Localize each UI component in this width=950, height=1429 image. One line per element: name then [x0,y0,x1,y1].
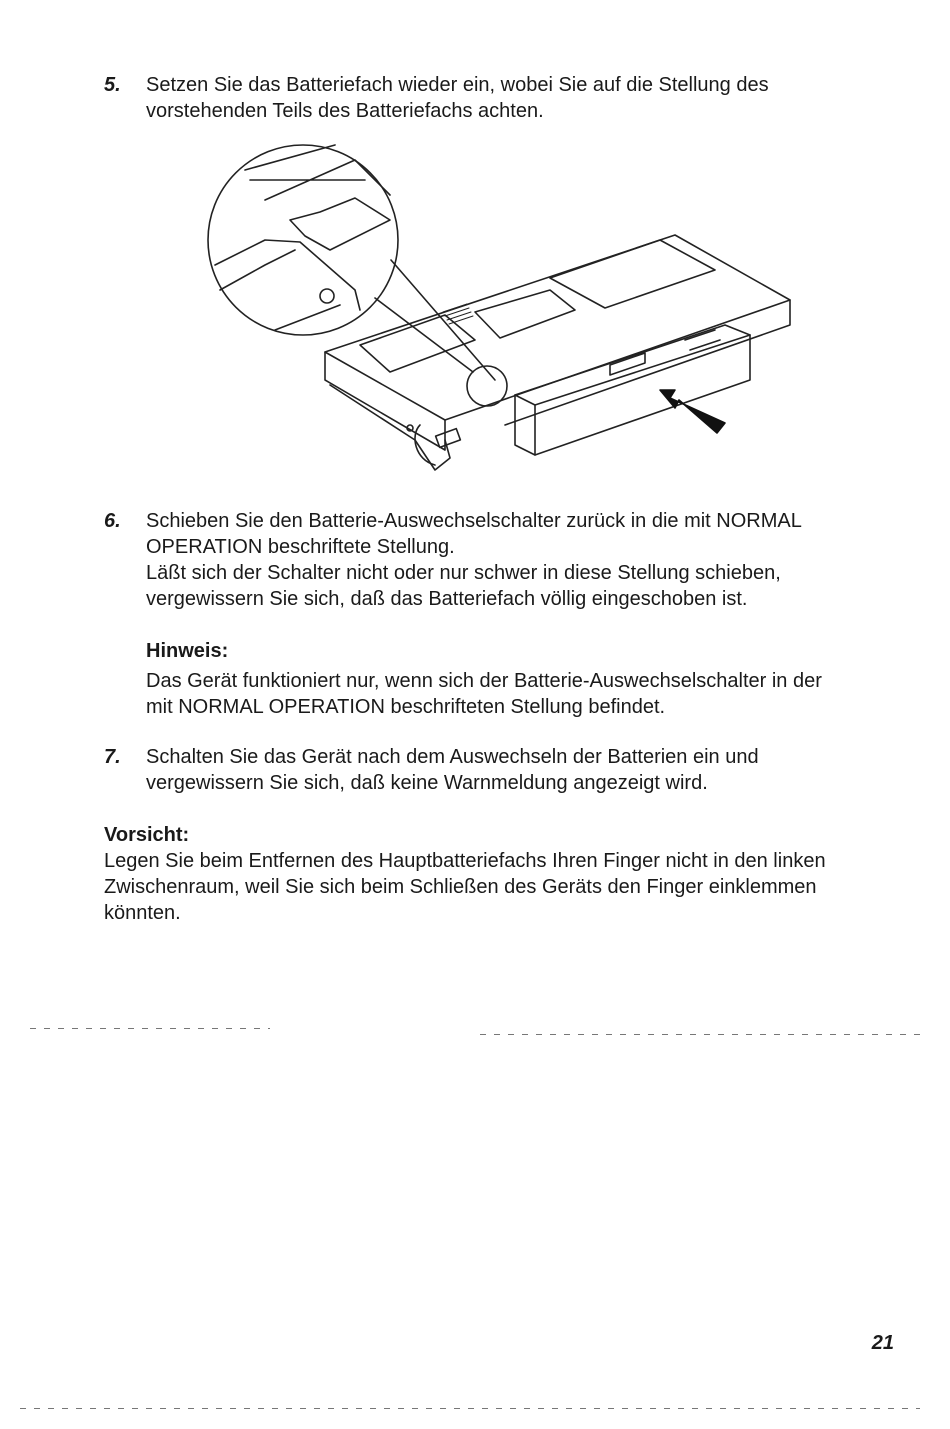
battery-compartment-illustration [205,140,805,485]
caution-line-1: Legen Sie beim Entfernen des Hauptbatteriefachs Ihren Finger nicht in den linken [104,850,826,872]
caution-line-3: könnten. [104,902,181,924]
bottom-panel-right [550,240,715,308]
insert-arrow-icon [660,390,725,433]
scan-artifact-line [480,1034,920,1035]
note-heading: Hinweis: [146,640,229,662]
magnifier-detail-top [245,145,390,200]
step-5-line-2: vorstehenden Teils des Batteriefachs achten. [146,100,544,122]
caution-heading: Vorsicht: [104,824,190,846]
step-7-number: 7. [104,746,121,768]
step-6-text [146,508,896,612]
step-6-line-3: Läßt sich der Schalter nicht oder nur schwer in diese Stellung schieben, [146,562,781,584]
computer-base-front [330,385,450,470]
page-number: 21 [871,1332,894,1354]
step-7-text [146,744,896,796]
computer-right-side [505,300,790,425]
step-5-line-1: Setzen Sie das Batteriefach wieder ein, wobei Sie auf die Stellung des [146,74,769,96]
step-6-line-1: Schieben Sie den Batterie-Auswechselschalter zurück in die mit NORMAL [146,510,802,532]
step-7-line-2: vergewissern Sie sich, daß keine Warnmeldung angezeigt wird. [146,772,708,794]
step-6-line-4: vergewissern Sie sich, daß das Batteriefach völlig eingeschoben ist. [146,588,748,610]
battery-compartment [515,325,750,455]
magnifier-detail-tab [290,198,390,250]
step-6-number: 6. [104,510,121,532]
callout-line-2 [391,260,495,380]
step-7-line-1: Schalten Sie das Gerät nach dem Auswechseln der Batterien ein und [146,746,759,768]
step-5-number: 5. [104,74,121,96]
battery-compartment-edge [515,335,750,405]
port-rectangle [436,429,461,448]
note-line-2: mit NORMAL OPERATION beschrifteten Stellung befindet. [146,696,666,718]
magnifier-detail-edge [215,240,360,330]
bottom-panel-left [360,315,475,372]
vent-grille [443,304,473,324]
step-5-text [146,72,896,124]
scan-artifact-line [30,1028,270,1029]
note-line-1: Das Gerät funktioniert nur, wenn sich der Batterie-Auswechselschalter in der [146,670,822,692]
step-6-line-2: OPERATION beschriftete Stellung. [146,536,455,558]
note-block [146,638,906,720]
caution-block [104,822,904,926]
caution-line-2: Zwischenraum, weil Sie sich beim Schließen des Geräts den Finger einklemmen [104,876,817,898]
scan-artifact-line [20,1408,920,1409]
magnifier-screw-icon [320,289,334,303]
